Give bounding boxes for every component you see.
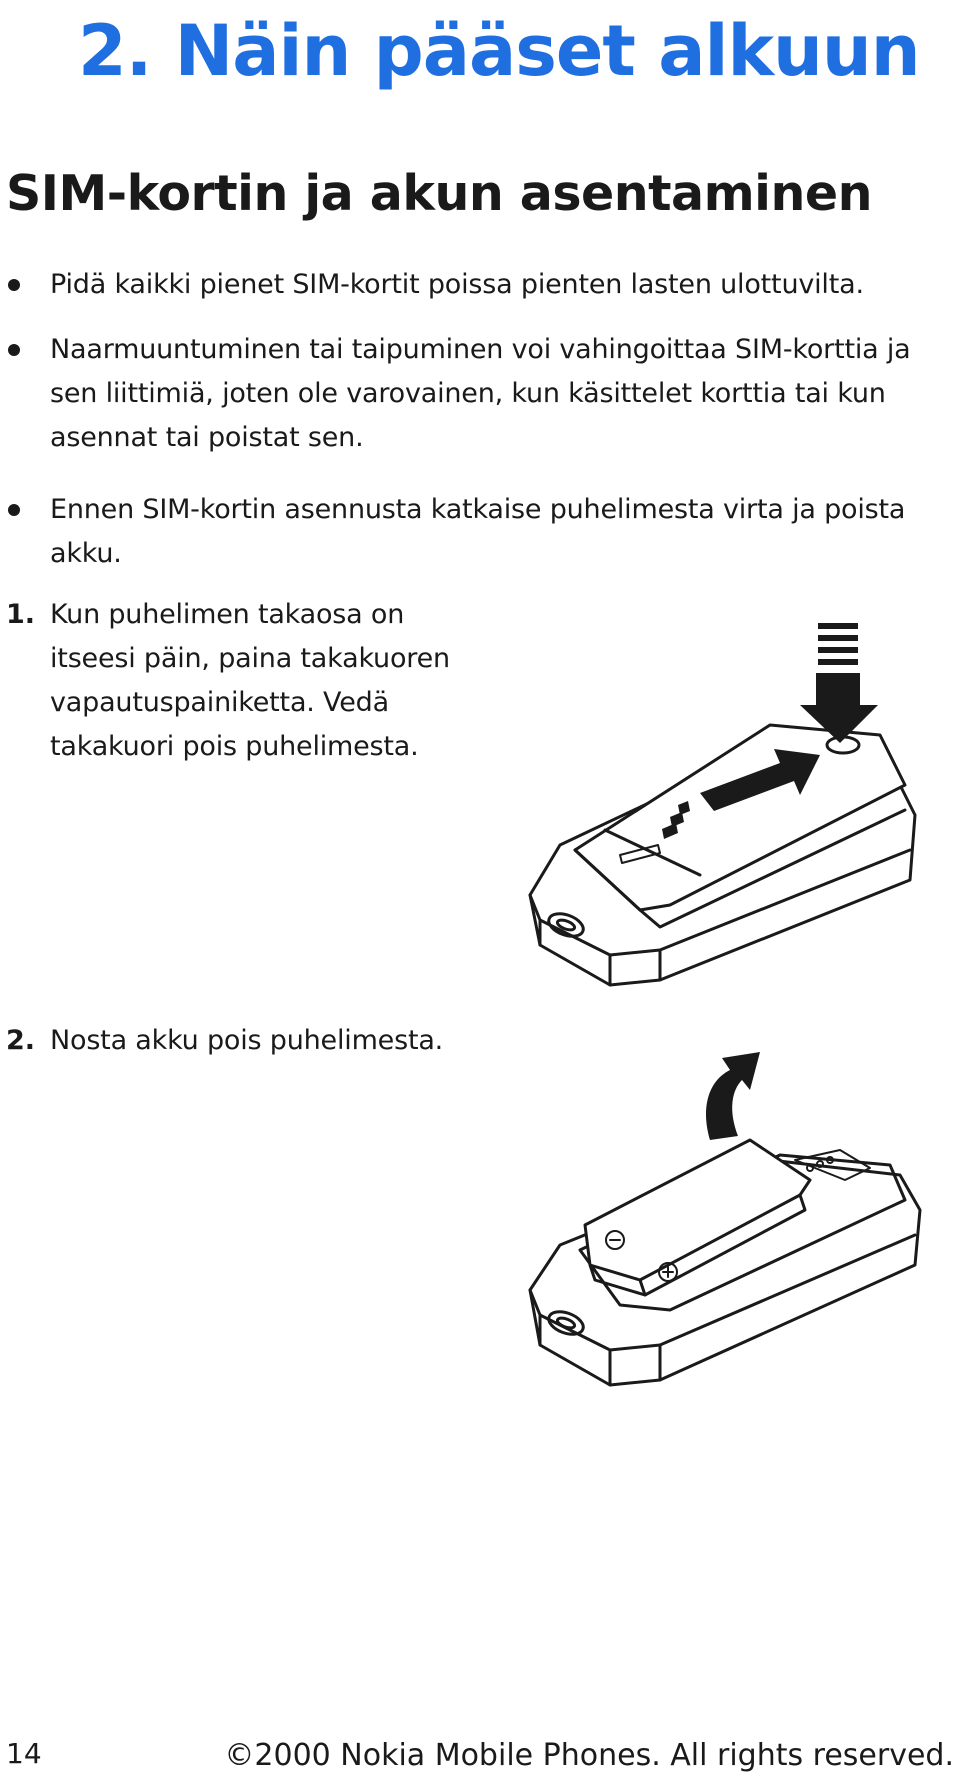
step-text: Kun puhelimen takaosa on itseesi päin, paina takakuoren vapautuspainiketta. Vedä takakuori pois puhelimesta. (50, 599, 450, 762)
bullet-item: Naarmuuntuminen tai taipuminen voi vahingoittaa SIM-korttia ja sen liittimiä, joten ole varovainen, kun käsittelet korttia tai kun asennat tai poistat sen. (50, 334, 911, 453)
section-title: SIM-kortin ja akun asentaminen (6, 165, 872, 222)
step-number: 2. (6, 1025, 36, 1056)
copyright-notice: ©2000 Nokia Mobile Phones. All rights reserved. (224, 1738, 954, 1773)
step-text: Nosta akku pois puhelimesta. (50, 1025, 444, 1056)
bullet-dot (8, 344, 20, 356)
chapter-title: 2. Näin pääset alkuun (78, 10, 920, 92)
page-number: 14 (6, 1737, 42, 1770)
bullet-item: Ennen SIM-kortin asennusta katkaise puhelimesta virta ja poista akku. (50, 494, 906, 569)
bullet-dot (8, 504, 20, 516)
phone-back-cover-release-icon (500, 605, 930, 1005)
phone-battery-removal-icon (510, 1050, 930, 1410)
step-number: 1. (6, 599, 36, 630)
bullet-dot (8, 279, 20, 291)
bullet-item: Pidä kaikki pienet SIM-kortit poissa pienten lasten ulottuvilta. (50, 269, 864, 300)
